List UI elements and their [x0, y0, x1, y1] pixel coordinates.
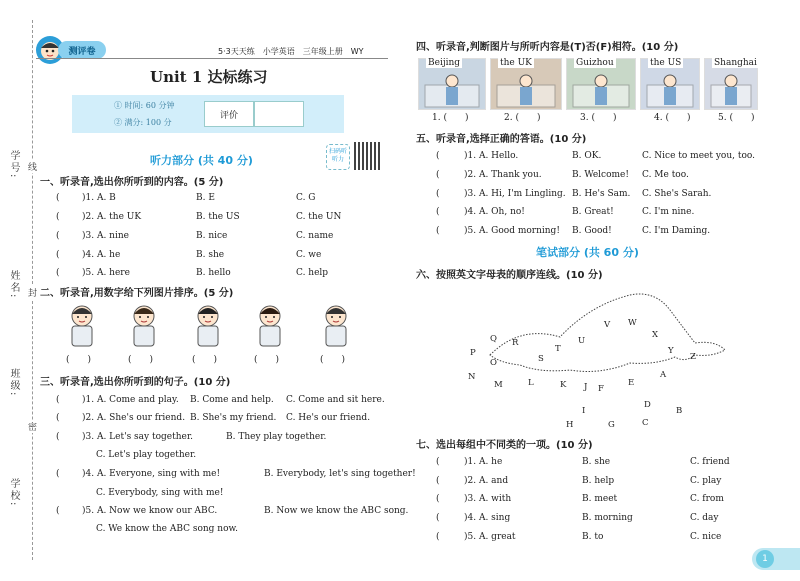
sentence-option: )2. A. She's our friend.: [82, 413, 186, 423]
option-c: C. I'm nine.: [642, 207, 695, 217]
letter-dot[interactable]: L: [528, 378, 534, 388]
binding-mark-seal: 封: [28, 286, 37, 299]
child-figure-icon: [62, 300, 102, 348]
option-c: C. we: [296, 250, 322, 260]
letter-dot[interactable]: F: [598, 384, 604, 394]
option-a: )4. A. Oh, no!: [464, 207, 525, 217]
option-c: C. She's Sarah.: [642, 189, 712, 199]
answer-paren[interactable]: (: [56, 395, 60, 405]
option-b: B. E: [196, 193, 215, 203]
answer-paren[interactable]: (: [56, 413, 60, 423]
page-number: 1: [756, 550, 774, 568]
option-c: C. nice: [690, 532, 722, 542]
city-label: Guizhou: [576, 58, 614, 68]
answer-paren[interactable]: (: [436, 494, 440, 504]
option-c: C. Nice to meet you, too.: [642, 151, 756, 161]
sentence-option-b: B. She's my friend.: [190, 413, 277, 423]
letter-dot[interactable]: N: [468, 372, 476, 382]
city-label: the US: [650, 58, 682, 68]
letter-dot[interactable]: A: [660, 370, 667, 380]
section-6-title: 六、按照英文字母表的顺序连线。(10 分): [416, 270, 603, 281]
sentence-option-b: B. Now we know the ABC song.: [264, 506, 409, 516]
answer-paren[interactable]: (: [56, 469, 60, 479]
section-5-title: 五、听录音,选择正确的答语。(10 分): [416, 134, 587, 145]
option-c: C. name: [296, 231, 334, 241]
full-score-info: ② 满分: 100 分: [114, 118, 172, 127]
city-label: Shanghai: [714, 58, 757, 68]
binding-strip: [0, 0, 40, 581]
qr-code-icon: [354, 142, 382, 170]
letter-dot[interactable]: Y: [668, 346, 674, 356]
sentence-option: )4. A. Everyone, sing with me!: [82, 469, 221, 479]
letter-dot[interactable]: T: [555, 344, 561, 354]
qr-label: 扫码听听力: [326, 144, 350, 170]
listening-banner: 听力部分 (共 40 分): [150, 154, 253, 167]
answer-paren[interactable]: (: [436, 513, 440, 523]
option-a: )3. A. Hi, I'm Lingling.: [464, 189, 566, 199]
option-c: C. friend: [690, 457, 730, 467]
sentence-option-c: C. He's our friend.: [286, 413, 371, 423]
city-label: the UK: [500, 58, 532, 68]
option-a: )4. A. he: [82, 250, 121, 260]
option-a: )1. A. Hello.: [464, 151, 519, 161]
header-rule: [36, 58, 388, 59]
evaluation-field[interactable]: [254, 101, 304, 127]
option-b: B. she: [196, 250, 225, 260]
option-a: )1. A. B: [82, 193, 116, 203]
sentence-option: C. We know the ABC song now.: [96, 524, 239, 534]
option-a: )3. A. nine: [82, 231, 129, 241]
answer-paren[interactable]: (: [56, 212, 60, 222]
option-b: B. the US: [196, 212, 240, 222]
letter-dot[interactable]: P: [470, 348, 476, 358]
letter-dot[interactable]: U: [578, 336, 586, 346]
letter-dot[interactable]: E: [628, 378, 635, 388]
answer-paren[interactable]: (: [436, 207, 440, 217]
option-b: B. morning: [582, 513, 633, 523]
letter-dot[interactable]: S: [538, 354, 544, 364]
evaluation-label: 评价: [204, 101, 254, 127]
option-b: B. she: [582, 457, 611, 467]
city-label: Beijing: [428, 58, 461, 68]
option-b: B. meet: [582, 494, 618, 504]
option-a: )2. A. Thank you.: [464, 170, 542, 180]
sentence-option: )1. A. Come and play.: [82, 395, 179, 405]
option-c: C. day: [690, 513, 719, 523]
binding-mark-line: 线: [28, 160, 37, 173]
option-a: )3. A. with: [464, 494, 512, 504]
order-blank[interactable]: ( ): [320, 355, 346, 365]
score-box: [72, 95, 344, 133]
tf-blank[interactable]: 1. ( ): [432, 113, 469, 123]
option-b: B. help: [582, 476, 615, 486]
tf-blank[interactable]: 4. ( ): [654, 113, 691, 123]
letter-dot[interactable]: K: [560, 380, 567, 390]
option-a: )2. A. and: [464, 476, 509, 486]
time-info: ① 时间: 60 分钟: [114, 101, 175, 110]
child-figure-icon: [124, 300, 164, 348]
sentence-option-b: B. Come and help.: [190, 395, 274, 405]
child-figure-icon: [188, 300, 228, 348]
order-blank[interactable]: ( ): [66, 355, 92, 365]
option-a: )1. A. he: [464, 457, 503, 467]
answer-paren[interactable]: (: [56, 432, 60, 442]
option-c: C. the UN: [296, 212, 342, 222]
sentence-option: C. Let's play together.: [96, 450, 197, 460]
section-7-title: 七、选出每组中不同类的一项。(10 分): [416, 440, 593, 451]
answer-paren[interactable]: (: [56, 506, 60, 516]
letter-dot[interactable]: R: [512, 338, 519, 348]
answer-paren[interactable]: (: [56, 250, 60, 260]
option-a: )4. A. sing: [464, 513, 511, 523]
answer-paren[interactable]: (: [436, 189, 440, 199]
sentence-option: )3. A. Let's say together.: [82, 432, 194, 442]
binding-mark-secret: 密: [28, 420, 37, 433]
section-4-title: 四、听录音,判断图片与所听内容是(T)否(F)相符。(10 分): [416, 42, 679, 53]
option-b: B. OK.: [572, 151, 602, 161]
option-c: C. I'm Daming.: [642, 226, 711, 236]
letter-dot[interactable]: W: [628, 318, 637, 328]
answer-paren[interactable]: (: [436, 532, 440, 542]
answer-paren[interactable]: (: [56, 268, 60, 278]
letter-dot[interactable]: Q: [490, 334, 497, 344]
dinosaur-outline-icon: [480, 285, 740, 385]
order-blank[interactable]: ( ): [192, 355, 218, 365]
test-tag: 测评卷: [58, 41, 106, 59]
letter-dot[interactable]: M: [494, 380, 503, 390]
page-title: Unit 1 达标练习: [150, 68, 268, 86]
label-school: 学校:: [8, 478, 19, 508]
order-blank[interactable]: ( ): [254, 355, 280, 365]
header-meta: 5·3天天练 小学英语 三年级上册 WY: [218, 47, 364, 56]
child-figure-icon: [250, 300, 290, 348]
child-figure-icon: [316, 300, 356, 348]
sentence-option-b: B. Everybody, let's sing together!: [264, 469, 416, 479]
option-a: )5. A. Good morning!: [464, 226, 560, 236]
section-1-title: 一、听录音,选出你所听到的内容。(5 分): [40, 177, 224, 188]
option-b: B. hello: [196, 268, 231, 278]
tf-blank[interactable]: 3. ( ): [580, 113, 617, 123]
option-a: )5. A. here: [82, 268, 130, 278]
letter-dot[interactable]: H: [566, 420, 574, 430]
option-c: C. G: [296, 193, 316, 203]
tf-blank[interactable]: 5. ( ): [718, 113, 755, 123]
answer-paren[interactable]: (: [436, 170, 440, 180]
option-c: C. Me too.: [642, 170, 689, 180]
answer-paren[interactable]: (: [436, 457, 440, 467]
option-b: B. Good!: [572, 226, 612, 236]
label-student-id: 学号:: [8, 150, 19, 180]
option-c: C. help: [296, 268, 329, 278]
letter-dot[interactable]: C: [642, 418, 649, 428]
answer-paren[interactable]: (: [436, 476, 440, 486]
label-class: 班级:: [8, 368, 19, 398]
option-b: B. He's Sam.: [572, 189, 631, 199]
sentence-option-c: C. Come and sit here.: [286, 395, 385, 405]
letter-dot[interactable]: X: [652, 330, 659, 340]
answer-paren[interactable]: (: [436, 226, 440, 236]
order-blank[interactable]: ( ): [128, 355, 154, 365]
letter-dot[interactable]: V: [604, 320, 611, 330]
section-2-title: 二、听录音,用数字给下列图片排序。(5 分): [40, 288, 234, 299]
option-b: B. Great!: [572, 207, 614, 217]
option-c: C. play: [690, 476, 722, 486]
sentence-option: C. Everybody, sing with me!: [96, 488, 224, 498]
option-a: )2. A. the UK: [82, 212, 142, 222]
letter-dot[interactable]: D: [644, 400, 651, 410]
letter-dot[interactable]: O: [490, 358, 497, 368]
option-c: C. from: [690, 494, 724, 504]
option-b: B. nice: [196, 231, 228, 241]
answer-paren[interactable]: (: [436, 151, 440, 161]
letter-dot[interactable]: J: [584, 382, 588, 392]
label-name: 姓名:: [8, 270, 19, 300]
option-b: B. Welcome!: [572, 170, 629, 180]
section-3-title: 三、听录音,选出你所听到的句子。(10 分): [40, 377, 231, 388]
option-b: B. to: [582, 532, 604, 542]
sentence-option-b: B. They play together.: [226, 432, 327, 442]
answer-paren[interactable]: (: [56, 231, 60, 241]
option-a: )5. A. great: [464, 532, 516, 542]
letter-dot[interactable]: Z: [690, 352, 696, 362]
answer-paren[interactable]: (: [56, 193, 60, 203]
writing-banner: 笔试部分 (共 60 分): [536, 246, 639, 259]
letter-dot[interactable]: G: [608, 420, 615, 430]
letter-dot[interactable]: B: [676, 406, 683, 416]
tf-blank[interactable]: 2. ( ): [504, 113, 541, 123]
sentence-option: )5. A. Now we know our ABC.: [82, 506, 218, 516]
letter-dot[interactable]: I: [582, 406, 586, 416]
